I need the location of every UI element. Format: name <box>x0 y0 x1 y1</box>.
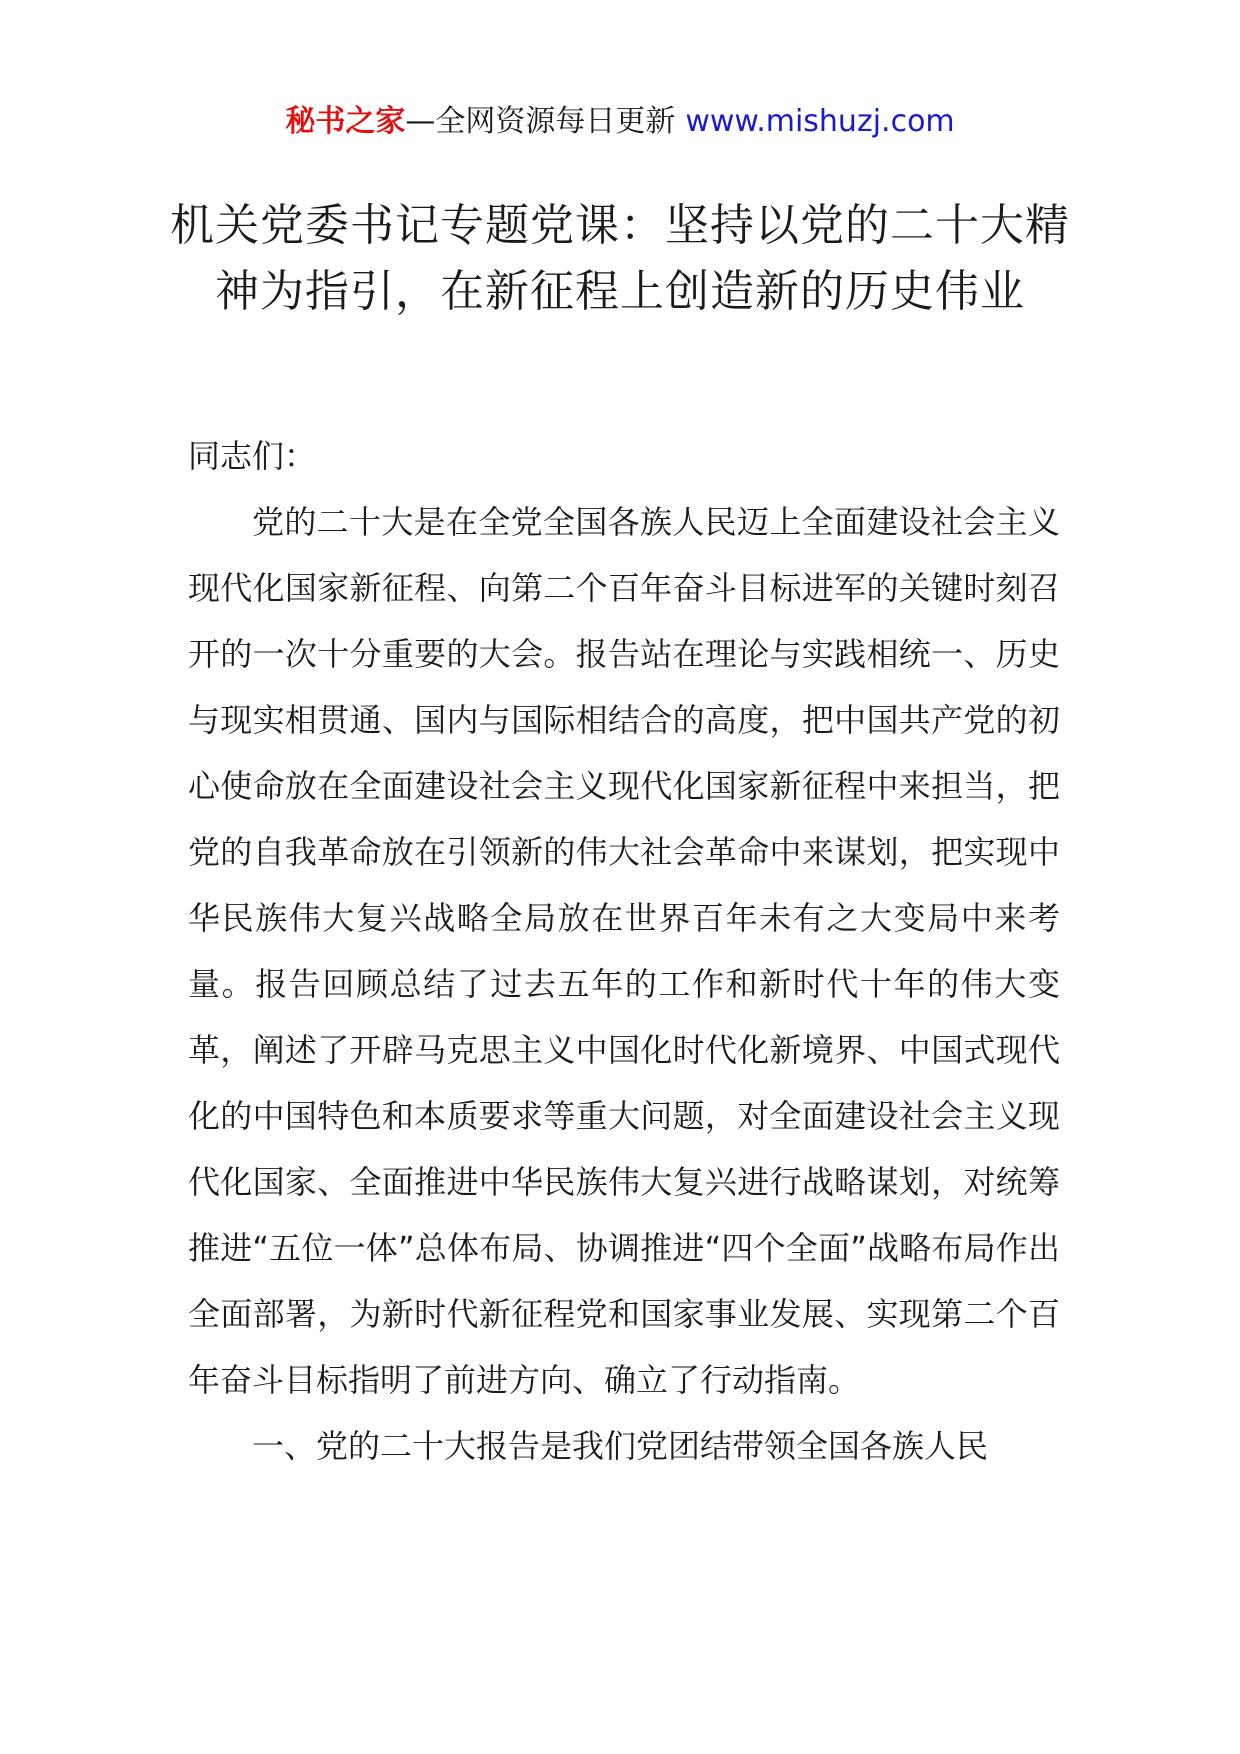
header-slogan: —全网资源每日更新 <box>405 104 676 139</box>
salutation: 同志们： <box>188 437 317 475</box>
section-heading-paragraph: 一、党的二十大报告是我们党团结带领全国各族人民 <box>252 1427 989 1465</box>
brand-name: 秘书之家 <box>285 104 406 139</box>
site-url-link[interactable]: www.mishuzj.com <box>685 104 955 139</box>
document-body <box>188 423 1060 1479</box>
body-paragraph: 党的二十大是在全党全国各族人民迈上全面建设社会主义现代化国家新征程、向第二个百年奋斗目标进军的关键时刻召开的一次十分重要的大会。报告站在理论与实践相统一、历史与现实相贯通、国内与国际相结合的高度，把中国共产党的初心使命放在全面建设社会主义现代化国家新征程中来担当，把党的自我革命放在引领新的伟大社会革命中来谋划，把实现中华民族伟大复兴战略全局放在世界百年未有之大变局中来考量。报告回顾总结了过去五年的工作和新时代十年的伟大变革，阐述了开辟马克思主义中国化时代化新境界、中国式现代化的中国特色和本质要求等重大问题，对全面建设社会主义现代化国家、全面推进中华民族伟大复兴进行战略谋划，对统筹推进“五位一体”总体布局、协调推进“四个全面”战略布局作出全面部署，为新时代新征程党和国家事业发展、实现第二个百年奋斗目标指明了前进方向、确立了行动指南。 <box>188 503 1060 1399</box>
site-header <box>0 100 1240 144</box>
document-title: 机关党委书记专题党课：坚持以党的二十大精神为指引，在新征程上创造新的历史伟业 <box>170 200 1070 317</box>
